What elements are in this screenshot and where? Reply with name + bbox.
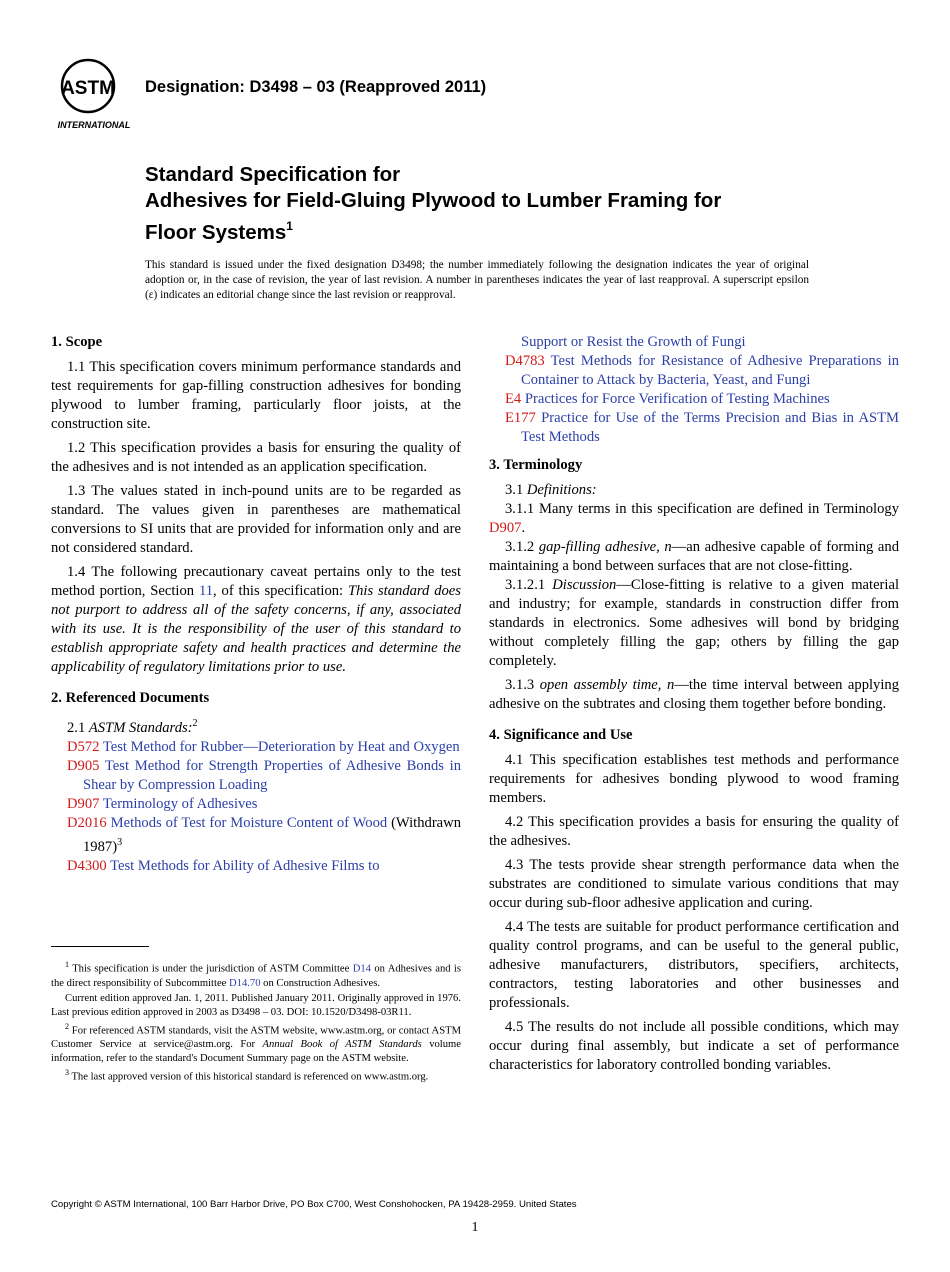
page-number: 1 [471,1220,479,1235]
footnote-3-text: The last approved version of this historical standard is referenced on www.astm.org. [69,1071,429,1083]
ref-title[interactable]: Practice for Use of the Terms Precision and Bias in ASTM Test Methods [521,410,899,445]
reference-item[interactable] [505,390,899,409]
issuance-notice: This standard is issued under the fixed designation D3498; the number immediately following the designation indicates the year of original adoption or, in the case of revision, the year of last revision. A number in parentheses indicates the year of last reapproval. A superscript epsilon (ε) indicates an editorial change since the last revision or reapproval. [145,259,809,301]
footnote-1-text-c: on Construction Adhesives. [260,977,380,989]
ref-code[interactable]: D572 [67,738,100,755]
p3-1-2-text: —an adhesive capable of forming and maintaining a bond between surfaces that are not close-fitting. [489,539,899,574]
paragraph-4-2: 4.2 This specification provides a basis for ensuring the quality of the adhesives. [489,814,899,849]
title-line-3-text: Floor Systems [145,220,287,244]
reference-item[interactable] [67,738,461,757]
d907-link[interactable]: D907 [489,520,522,536]
ref-title[interactable]: Terminology of Adhesives [102,795,258,812]
sub-mark: 2 [192,718,198,729]
title-line-1: Standard Specification for [145,163,401,186]
ref-code[interactable]: D4300 [67,857,107,874]
title-line-2: Adhesives for Field-Gluing Plywood to Lumber Framing for [145,189,722,212]
logo-subtext: INTERNATIONAL [57,120,131,130]
footnote-1 [51,958,461,991]
footnotes [51,958,461,1085]
footnote-3-mark: 3 [65,1068,69,1078]
p3-1-2-num: 3.1.2 [505,539,539,555]
logo-text: ASTM [61,78,115,99]
p3-1-num: 3.1 [505,482,527,498]
reference-item[interactable] [505,352,899,390]
reference-item-continuation[interactable] [521,333,899,352]
ref-title[interactable]: Methods of Test for Moisture Content of Wood [110,814,388,831]
footnote-2 [51,1020,461,1067]
footnote-2-text-a: For referenced ASTM standards, visit the ASTM website, www.astm.org, or contact ASTM Customer Service at service@astm.org. For [51,1025,461,1051]
footnote-1-mark: 1 [65,960,69,969]
reference-list-continued [489,333,899,352]
designation: Designation: D3498 – 03 (Reapproved 2011) [145,78,487,96]
reference-item[interactable] [505,409,899,447]
p3-1-3-term: open assembly time, n [539,677,675,693]
paragraph-4-4: 4.4 The tests are suitable for product performance certification and quality control programs, and can be useful to the general public, adhesive manufacturers, distributors, specifiers, architects, contractors, testing laboratories and other businesses and professionals. [489,919,899,1011]
p3-1-2-1-text: —Close-fitting is relative to a given material and industry; for example, standards in construction differ from standards in electronics. Some adhesives will bond by bridging without completely filling the gap; others by filling the gap completely. [489,577,899,669]
ref-withdrawn-note: (Withdrawn 1987) [83,814,461,855]
ref-title[interactable]: Test Method for Rubber—Deterioration by Heat and Oxygen [102,738,460,755]
paragraph-1-2: 1.2 This specification provides a basis for ensuring the quality of the adhesives and is not intended as an application specification. [51,440,461,475]
ref-title[interactable]: Support or Resist the Growth of Fungi [521,334,746,350]
reference-item[interactable] [67,814,461,857]
paragraph-3-1 [489,481,899,500]
reference-item[interactable] [67,757,461,795]
section-11-link[interactable]: 11 [198,583,214,599]
title-footnote-mark: 1 [286,219,293,233]
sub-num: 2.1 [67,719,89,736]
left-column [51,333,461,876]
footnote-3 [51,1066,461,1085]
footnote-2-text-b: volume information, refer to the standard's Document Summary page on the ASTM website. [51,1039,461,1065]
p3-1-3-text: —the time interval between applying adhesive on the subtrates and closing them together before bonding. [489,677,899,712]
ref-title[interactable]: Test Methods for Ability of Adhesive Films to [110,857,380,874]
footnote-divider [51,946,149,947]
paragraph-4-1: 4.1 This specification establishes test methods and performance requirements for adhesives bonding plywood to wood framing members. [489,752,899,806]
paragraph-3-1-1 [489,500,899,538]
ref-title[interactable]: Test Methods for Resistance of Adhesive Preparations in Container to Attack by Bacteria, Yeast, and Fungi [521,353,900,388]
p3-1-3-num: 3.1.3 [505,677,540,693]
paragraph-1-1: 1.1 This specification covers minimum performance standards and test requirements for gap-filling construction adhesives for bonding plywood to lumber framing, particularly floor joists, at the construction site. [51,359,461,432]
ref-code[interactable]: D905 [67,757,100,774]
astm-logo [52,56,136,132]
footnote-1-edition: Current edition approved Jan. 1, 2011. Published January 2011. Originally approved in 1976. Last previous edition approved in 2003 as D3498 – 03. DOI: 10.1520/D3498-03R11. [51,992,461,1018]
reference-list-right [489,352,899,447]
terminology-heading: 3. Terminology [489,457,583,473]
paragraph-4-5: 4.5 The results do not include all possible conditions, which may occur during final assembly, but indicate a set of performance characteristics for laboratory controlled bonding variables. [489,1019,899,1073]
p1-4-text-b: , of this specification: [213,583,348,599]
footnote-2-mark: 2 [65,1021,69,1031]
paragraph-3-1-2 [489,538,899,576]
reference-item[interactable] [67,795,461,814]
ref-title[interactable]: Test Method for Strength Properties of Adhesive Bonds in Shear by Compression Loading [83,757,461,793]
title-line-3 [145,214,721,246]
ref-footnote-mark: 3 [117,836,123,848]
significance-heading: 4. Significance and Use [489,727,633,743]
paragraph-1-3: 1.3 The values stated in inch-pound units are to be regarded as standard. The values given in parentheses are mathematical conversions to SI units that are provided for information only and are not considered standard. [51,483,461,556]
ref-code[interactable]: D4783 [505,353,545,369]
referenced-documents-heading: 2. Referenced Documents [51,690,210,706]
p3-1-2-term: gap-filling adhesive, n [538,539,672,555]
copyright-notice: Copyright © ASTM International, 100 Barr Harbor Drive, PO Box C700, West Conshohocken, PA 19428-2959. United States [51,1199,577,1210]
paragraph-1-4 [51,563,461,677]
p3-1-1-end: . [521,520,526,536]
footnote-1-text-b: on Adhesives and is the direct responsibility of Subcommittee [51,963,461,989]
scope-heading: 1. Scope [51,334,103,350]
ref-title[interactable]: Practices for Force Verification of Testing Machines [524,391,830,407]
document-title [145,162,721,246]
paragraph-3-1-3 [489,676,899,714]
p3-1-label: Definitions: [526,482,597,498]
paragraph-4-3: 4.3 The tests provide shear strength performance data when the substrates are conditioned to simulate various conditions that may occur during sub-floor adhesive application and curing. [489,857,899,911]
sub-label: ASTM Standards: [88,719,193,736]
p3-1-2-1-num: 3.1.2.1 [505,577,553,593]
p3-1-2-1-term: Discussion [552,577,617,593]
p1-4-text-a: 1.4 The following precautionary caveat pertains only to the test method portion, Section [51,564,461,599]
p3-1-1-text: 3.1.1 Many terms in this specification are defined in Terminology [505,501,899,517]
footnote-2-italic: Annual Book of ASTM Standards [262,1039,422,1051]
reference-item[interactable] [67,857,461,876]
ref-code[interactable]: D2016 [67,814,107,831]
ref-code[interactable]: D907 [67,795,100,812]
paragraph-3-1-2-1 [489,576,899,671]
reference-list [51,738,461,876]
subcommittee-d14-70-link[interactable]: D14.70 [229,977,261,989]
footnote-1-text-a: This specification is under the jurisdiction of ASTM Committee [69,963,353,975]
ref-code[interactable]: E177 [505,410,536,426]
astm-standards-subheading [51,714,461,738]
right-column [489,333,899,1080]
safety-caveat: This standard does not purport to address all of the safety concerns, if any, associated with its use. It is the responsibility of the user of this standard to establish appropriate safety and health practices and determine the applicability of regulatory limitations prior to use. [51,583,461,675]
ref-code[interactable]: E4 [505,391,522,407]
committee-d14-link[interactable]: D14 [352,963,371,975]
